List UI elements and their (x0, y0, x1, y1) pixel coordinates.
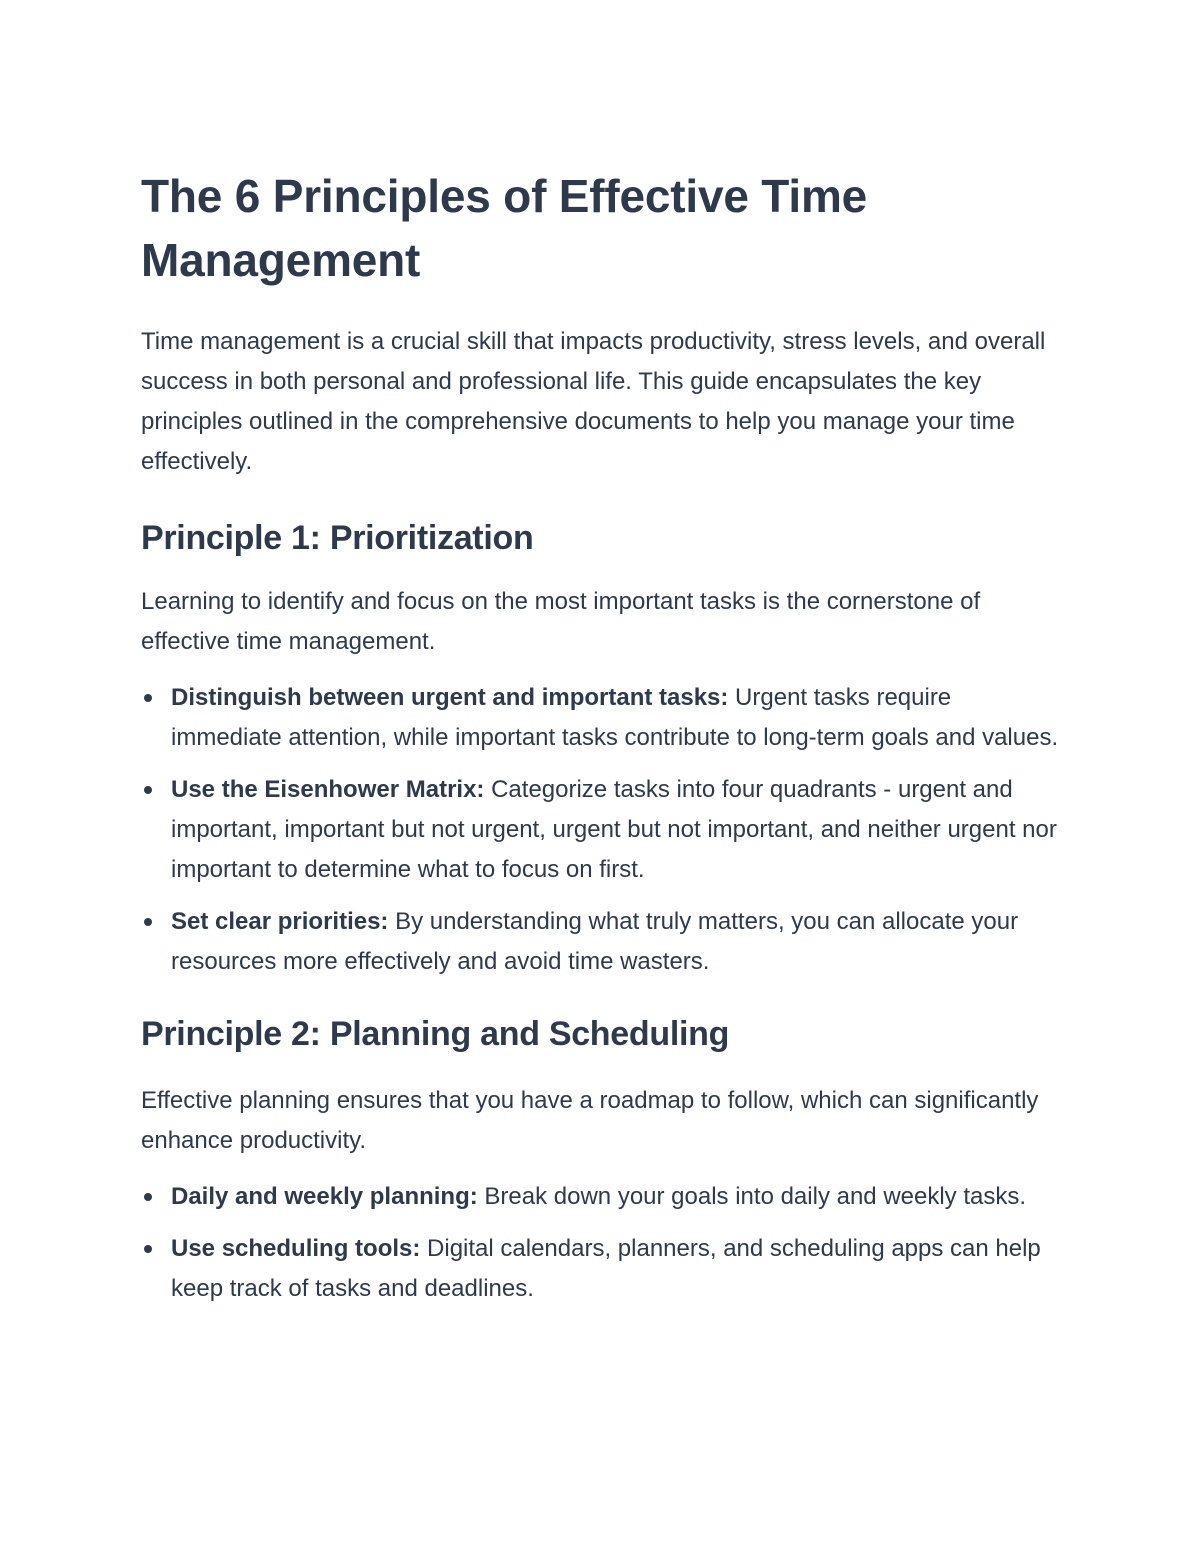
list-item-text: By understanding what truly matters, you can allocate your resources more effectively and avoid time wasters. (171, 908, 1019, 975)
list-item-term: Use scheduling tools: (171, 1235, 421, 1262)
bullet-icon (144, 918, 152, 926)
principle-1-intro: Learning to identify and focus on the most important tasks is the cornerstone of effective time management. (141, 588, 981, 655)
list-item-term: Use the Eisenhower Matrix: (171, 776, 485, 803)
list-item-term: Set clear priorities: (171, 908, 389, 935)
principle-2-list (141, 1177, 1066, 1309)
bullet-icon (144, 786, 152, 794)
list-item-text: Categorize tasks into four quadrants - urgent and important, important but not urgent, urgent but not important, and neither urgent nor important to determine what to focus on first. (171, 776, 1057, 883)
bullet-icon (144, 694, 152, 702)
list-item-term: Distinguish between urgent and important tasks: (171, 684, 729, 711)
intro-paragraph: Time management is a crucial skill that impacts productivity, stress levels, and overall success in both personal and professional life. This guide encapsulates the key principles outlined in the comprehensive documents to help you manage your time effectively. (141, 328, 1046, 475)
list-item-text: Urgent tasks require immediate attention, while important tasks contribute to long-term goals and values. (171, 684, 1059, 751)
document-page (141, 164, 1066, 1309)
list-item (141, 678, 1066, 758)
bullet-icon (144, 1193, 152, 1201)
list-item (141, 902, 1066, 982)
list-item-text: Break down your goals into daily and weekly tasks. (477, 1183, 1027, 1210)
list-item (141, 1229, 1066, 1309)
principle-2-heading: Principle 2: Planning and Scheduling (141, 1015, 730, 1053)
bullet-icon (144, 1245, 152, 1253)
principle-1-heading: Principle 1: Prioritization (141, 519, 534, 557)
principle-1-list (141, 678, 1066, 982)
principle-2-intro: Effective planning ensures that you have a roadmap to follow, which can significantly enhance productivity. (141, 1087, 1039, 1154)
list-item-term: Daily and weekly planning: (171, 1183, 478, 1210)
list-item-text: Digital calendars, planners, and scheduling apps can help keep track of tasks and deadlines. (171, 1235, 1041, 1302)
document-title: The 6 Principles of Effective Time Management (141, 170, 868, 286)
list-item (141, 770, 1066, 890)
list-item (141, 1177, 1066, 1217)
